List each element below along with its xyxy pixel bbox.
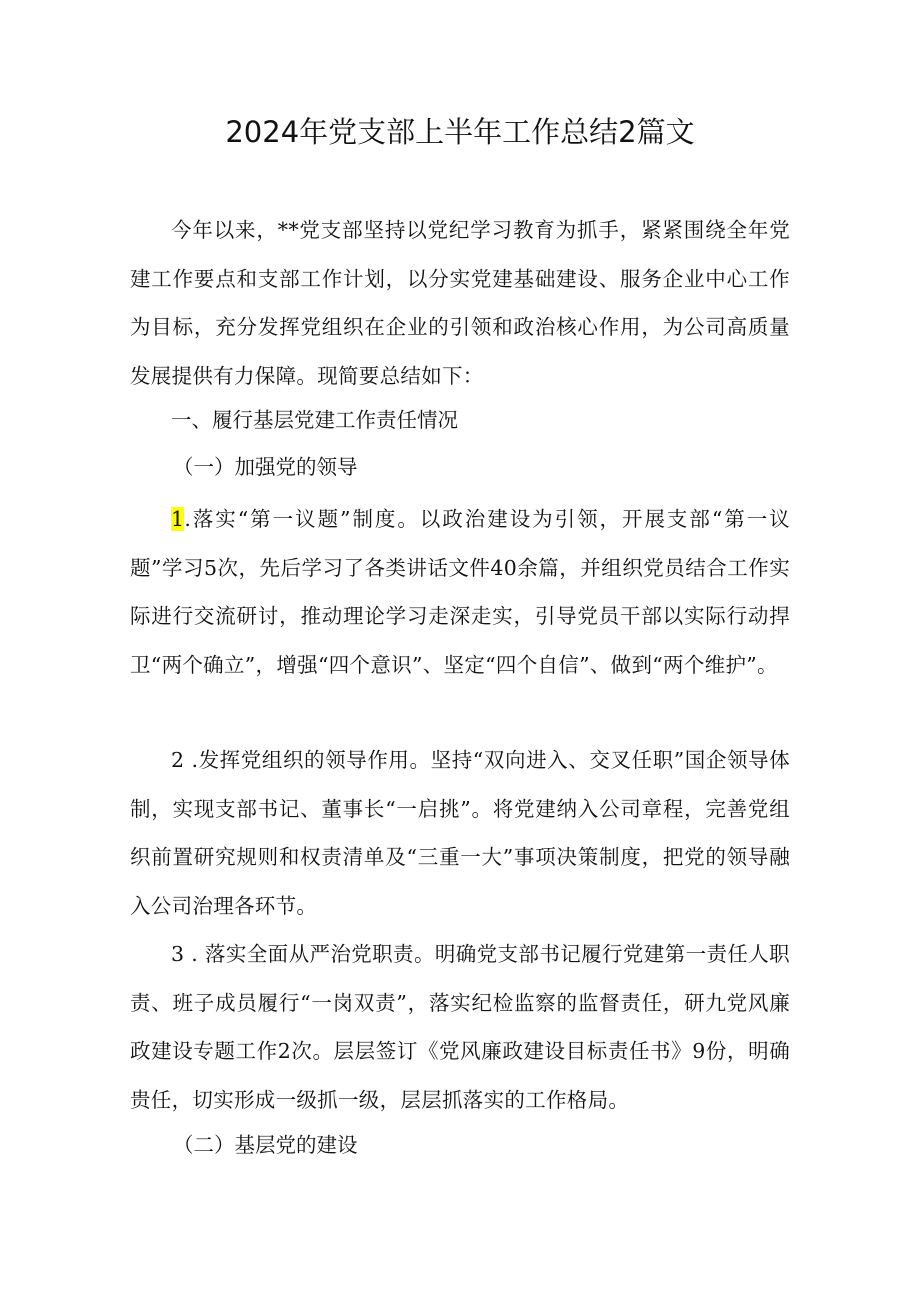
item-1-paragraph	[130, 495, 790, 689]
document-title: 2024年党支部上半年工作总结2篇文	[225, 115, 695, 149]
item-2-paragraph: 2 .发挥党组织的领导作用。坚持“双向进入、交叉任职”国企领导体制，实现支部书记、董事长“一启挑”。将党建纳入公司章程，完善党组织前置研究规则和权责清单及“三重一大”事项决策制度，把党的领导融入公司治理各环节。	[130, 748, 790, 918]
subsection-heading-1: （一）加强党的领导	[173, 455, 358, 479]
intro-paragraph: 今年以来，**党支部坚持以党纪学习教育为抓手，紧紧围绕全年党建工作要点和支部工作计划，以分实党建基础建设、服务企业中心工作为目标，充分发挥党组织在企业的引领和政治核心作用，为公司高质量发展提供有力保障。现简要总结如下：	[130, 218, 790, 388]
subsection-heading-2: （二）基层党的建设	[173, 1133, 358, 1157]
item-1-text: .落实“第一议题”制度。以政治建设为引领，开展支部“第一议题”学习5次，先后学习了各类讲话文件40余篇，并组织党员结合工作实际进行交流研讨，推动理论学习走深走实，引导党员干部以实际行动捍卫“两个确立”，增强“四个意识”、坚定“四个自信”、做到“两个维护”。	[130, 507, 790, 677]
section-heading-1: 一、履行基层党建工作责任情况	[171, 408, 458, 432]
item-3-paragraph: 3 . 落实全面从严治党职责。明确党支部书记履行党建第一责任人职责、班子成员履行“一岗双责”，落实纪检监察的监督责任，研九党风廉政建设专题工作2次。层层签订《党风廉政建设目标责任书》9份，明确贵任，切实形成一级抓一级，层层抓落实的工作格局。	[130, 942, 790, 1112]
item-1-number-highlight: 1	[171, 507, 185, 531]
